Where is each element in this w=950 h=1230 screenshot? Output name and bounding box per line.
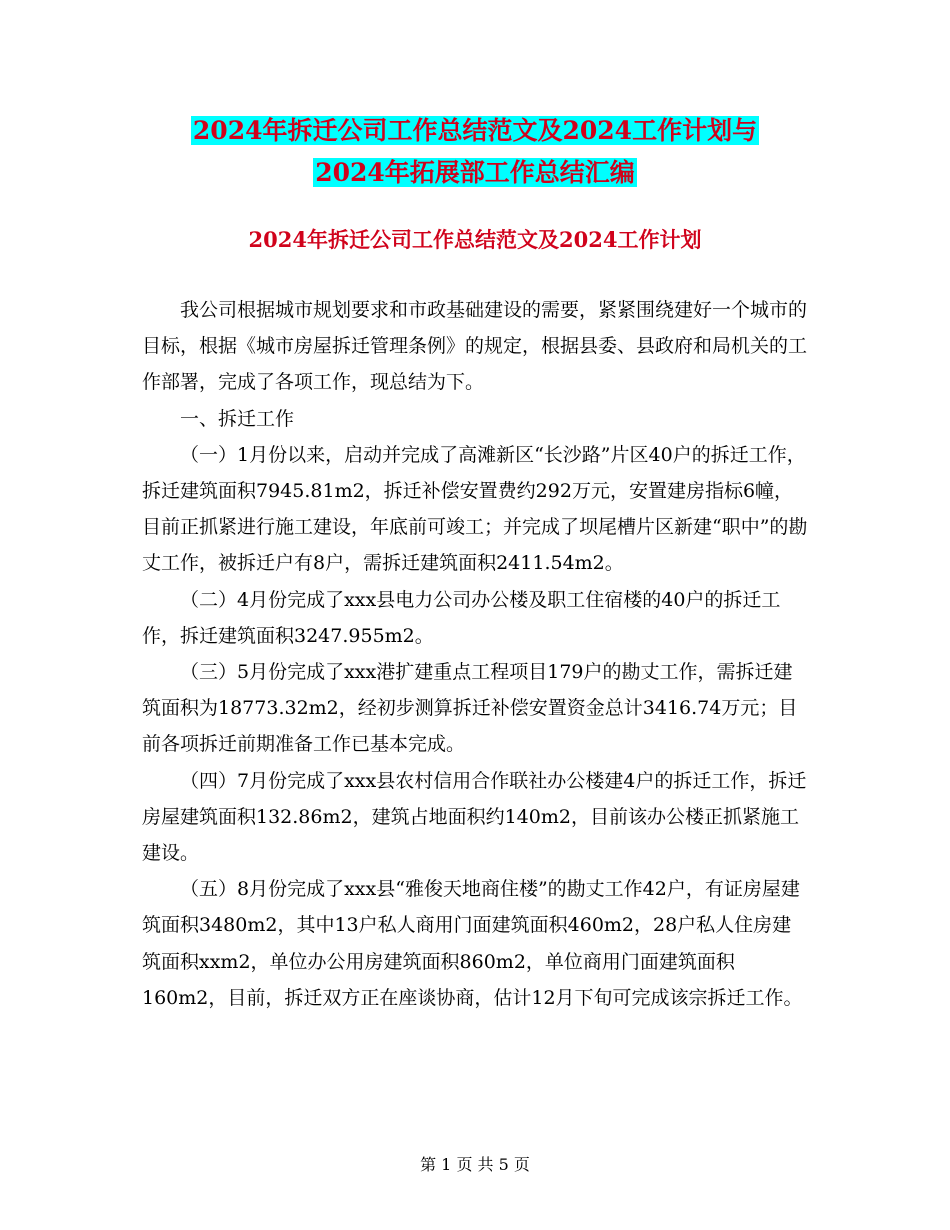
section-title: 2024年拆迁公司工作总结范文及2024工作计划 bbox=[248, 227, 702, 252]
paragraph-item-3: （三）5月份完成了xxx港扩建重点工程项目179户的勘丈工作，需拆迁建筑面积为18773.32m2，经初步测算拆迁补偿安置资金总计3416.74万元；目前各项拆迁前期准备工作已基本完成。 bbox=[142, 661, 798, 756]
title-highlight: 2024年拓展部工作总结汇编 bbox=[315, 158, 635, 187]
section-heading: 一、拆迁工作 bbox=[180, 407, 295, 430]
document-title-line-2 bbox=[0, 152, 950, 194]
document-title-line-1 bbox=[0, 110, 950, 152]
page-footer: 第 1 页 共 5 页 bbox=[420, 1155, 530, 1174]
paragraph-item-2: （二）4月份完成了xxx县电力公司办公楼及职工住宿楼的40户的拆迁工作，拆迁建筑面积3247.955m2。 bbox=[142, 588, 781, 647]
paragraph-item-1: （一）1月份以来，启动并完成了高滩新区“长沙路”片区40户的拆迁工作，拆迁建筑面积7945.81m2，拆迁补偿安置费约292万元，安置建房指标6幢，目前正抓紧进行施工建设，年底前可竣工；并完成了坝尾槽片区新建“职中”的勘丈工作，被拆迁户有8户，需拆迁建筑面积2411.54m2。 bbox=[142, 443, 808, 575]
intro-paragraph: 我公司根据城市规划要求和市政基础建设的需要，紧紧围绕建好一个城市的目标，根据《城市房屋拆迁管理条例》的规定，根据县委、县政府和局机关的工作部署，完成了各项工作，现总结为下。 bbox=[142, 299, 808, 394]
document-body bbox=[142, 292, 810, 1016]
title-highlight: 2024年拆迁公司工作总结范文及2024工作计划与 bbox=[192, 116, 758, 145]
paragraph-item-4: （四）7月份完成了xxx县农村信用合作联社办公楼建4户的拆迁工作，拆迁房屋建筑面积132.86m2，建筑占地面积约140m2，目前该办公楼正抓紧施工建设。 bbox=[142, 769, 807, 865]
paragraph-item-5: （五）8月份完成了xxx县“雅俊天地商住楼”的勘丈工作42户，有证房屋建筑面积3480m2，其中13户私人商用门面建筑面积460m2，28户私人住房建筑面积xxm2，单位办公用房建筑面积860m2，单位商用门面建筑面积160m2，目前，拆迁双方正在座谈协商，估计12月下旬可完成该宗拆迁工作。 bbox=[142, 878, 803, 1009]
